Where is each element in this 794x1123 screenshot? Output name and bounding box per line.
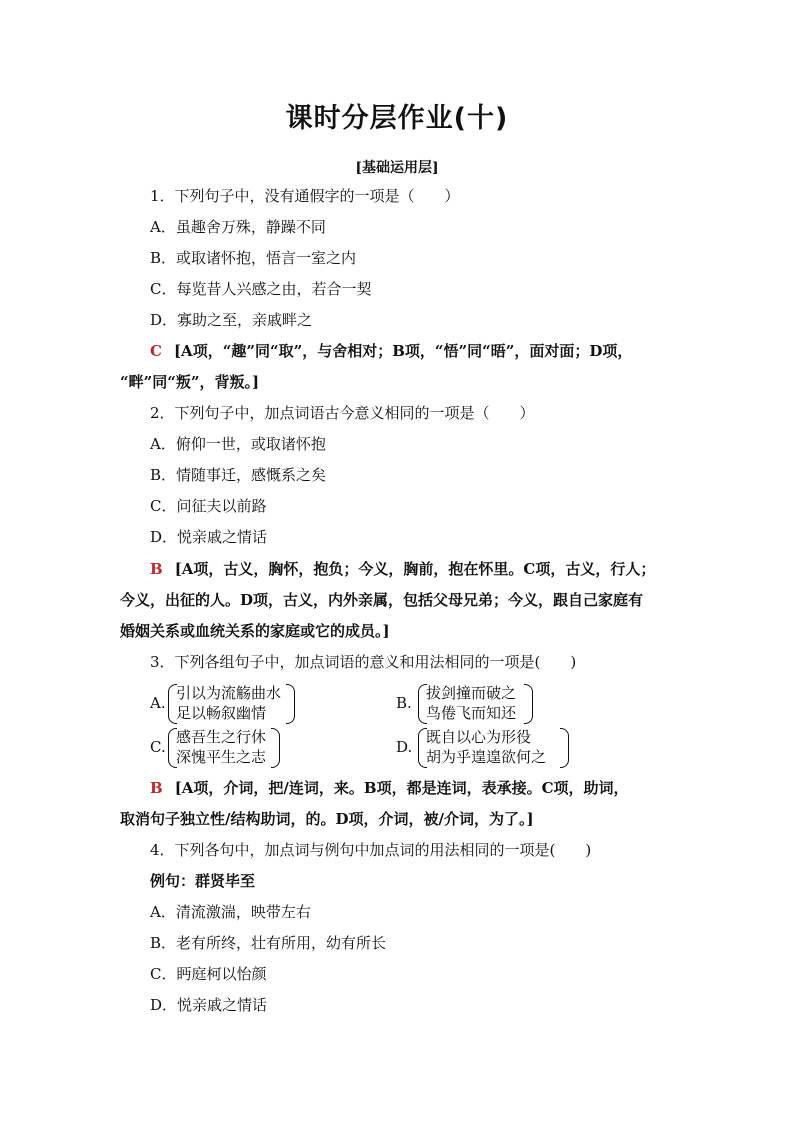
q3-option-a: [150, 683, 310, 725]
right-brace-icon: [286, 684, 295, 724]
q3-d-label: D.: [396, 738, 413, 756]
q1-option-d: D．寡助之至，亲戚畔之: [150, 311, 313, 329]
q3-b-line2: 鸟倦飞而知还: [426, 704, 517, 722]
q1-explain-line1: [A项，“趣”同“取”，与舍相对；B项，“悟”同“晤”，面对面；D项，: [173, 342, 633, 360]
q3-c-line2: 深愧平生之志: [176, 748, 267, 766]
right-brace-icon: [560, 728, 569, 768]
q4-option-b: B．老有所终，壮有所用，幼有所长: [150, 934, 387, 952]
q1-explain-line2: “畔”同“叛”，背叛。]: [120, 373, 260, 391]
q3-option-d: [396, 727, 576, 769]
q2-explanation: [150, 559, 655, 579]
q2-explain-line3: 婚姻关系或血统关系的家庭或它的成员。]: [120, 622, 390, 640]
q2-explain-line2: 今义，出征的人。D项，古义，内外亲属，包括父母兄弟；今义，跟自己家庭有: [120, 591, 644, 609]
q3-a-line2: 足以畅叙幽情: [176, 704, 267, 722]
q4-option-d: D．悦亲戚之情话: [150, 996, 268, 1014]
q3-option-c: [150, 727, 290, 769]
q3-c-line1: 感吾生之行休: [176, 728, 267, 746]
q2-explain-line1: [A项，古义，胸怀，抱负；今义，胸前，抱在怀里。C项，古义，行人；: [174, 560, 656, 578]
q2-option-d: D．悦亲戚之情话: [150, 528, 268, 546]
q3-c-label: C.: [150, 738, 166, 756]
q1-explanation: [150, 341, 632, 361]
q3-explain-line1: [A项，介词，把/连词，来。B项，都是连词，表承接。C项，助词，: [174, 779, 629, 797]
q1-option-c: C．每览昔人兴感之由，若合一契: [150, 280, 372, 298]
q3-stem: 3．下列各组句子中，加点词语的意义和用法相同的一项是( ): [150, 653, 577, 671]
q4-option-c: C．眄庭柯以怡颜: [150, 965, 267, 983]
q2-option-c: C．问征夫以前路: [150, 497, 267, 515]
q3-option-b: [396, 683, 546, 725]
q3-d-line2: 胡为乎遑遑欲何之: [426, 748, 547, 766]
q3-a-line1: 引以为流觞曲水: [176, 684, 282, 702]
q2-option-b: B．情随事迁，感慨系之矣: [150, 466, 327, 484]
q1-option-b: B．或取诸怀抱，悟言一室之内: [150, 249, 357, 267]
q3-explanation: [150, 778, 629, 798]
q3-a-label: A.: [150, 694, 166, 712]
q1-option-a: A．虽趣舍万殊，静躁不同: [150, 218, 326, 236]
section-heading: [基础运用层]: [355, 160, 439, 176]
q3-d-line1: 既自以心为形役: [426, 728, 532, 746]
right-brace-icon: [271, 728, 280, 768]
q4-stem: 4．下列各句中，加点词与例句中加点词的用法相同的一项是( ): [150, 841, 592, 859]
q2-answer: B: [150, 560, 163, 578]
q1-answer: C: [150, 342, 162, 360]
q1-stem: 1．下列句子中，没有通假字的一项是（ ）: [150, 187, 460, 205]
right-brace-icon: [524, 684, 533, 724]
q2-option-a: A．俯仰一世，或取诸怀抱: [150, 435, 326, 453]
q3-explain-line2: 取消句子独立性/结构助词，的。D项，介词，被/介词，为了。]: [120, 810, 534, 828]
page-title: 课时分层作业(十): [285, 103, 509, 134]
q2-stem: 2．下列句子中，加点词语古今意义相同的一项是（ ）: [150, 404, 535, 422]
q4-option-a: A．清流激湍，映带左右: [150, 903, 311, 921]
q3-b-label: B.: [396, 694, 412, 712]
q3-answer: B: [150, 779, 163, 797]
q4-example: 例句：群贤毕至: [150, 872, 256, 890]
q3-b-line1: 拔剑撞而破之: [426, 684, 517, 702]
